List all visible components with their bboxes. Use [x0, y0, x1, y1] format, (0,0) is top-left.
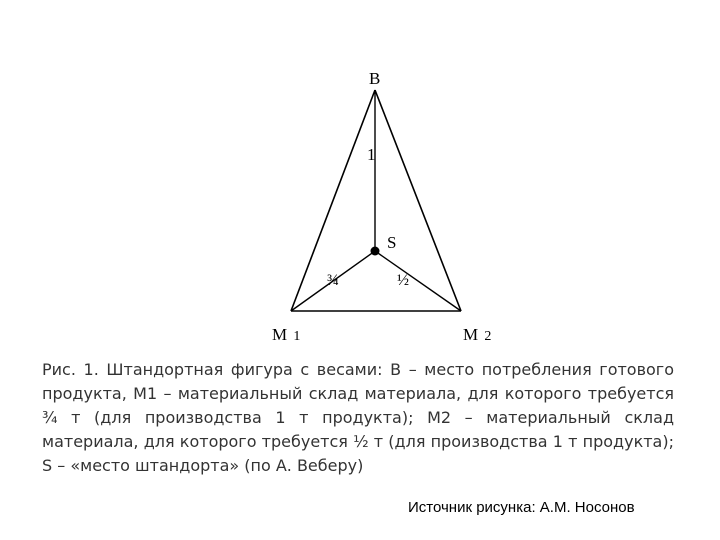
weight-b-s: 1	[367, 145, 376, 164]
weight-m1-s: ¾	[327, 272, 339, 289]
label-m1	[272, 325, 300, 344]
line-m2-s	[375, 251, 461, 311]
figure-caption: Рис. 1. Штандортная фигура с весами: В – место потребления готового продукта, М1 – материальный склад материала, для которого требуется ¾ т (для производства 1 т продукта); М2 – материальный склад материала, для которого требуется ½ т (для производства 1 т продукта); S – «место штандорта» (по А. Веберу)	[42, 360, 674, 475]
source-note: Источник рисунка: А.М. Носонов	[408, 499, 635, 516]
edge-b-m2	[375, 90, 461, 311]
label-m1-sub: 1	[293, 329, 301, 344]
label-m2-letter: M	[463, 325, 479, 344]
label-m1-letter: M	[272, 325, 288, 344]
label-m2-sub: 2	[484, 329, 492, 344]
label-s: S	[387, 233, 397, 252]
weight-m2-s: ½	[397, 272, 409, 289]
point-s	[371, 247, 380, 256]
label-b: B	[369, 69, 381, 88]
label-m2	[463, 325, 491, 344]
